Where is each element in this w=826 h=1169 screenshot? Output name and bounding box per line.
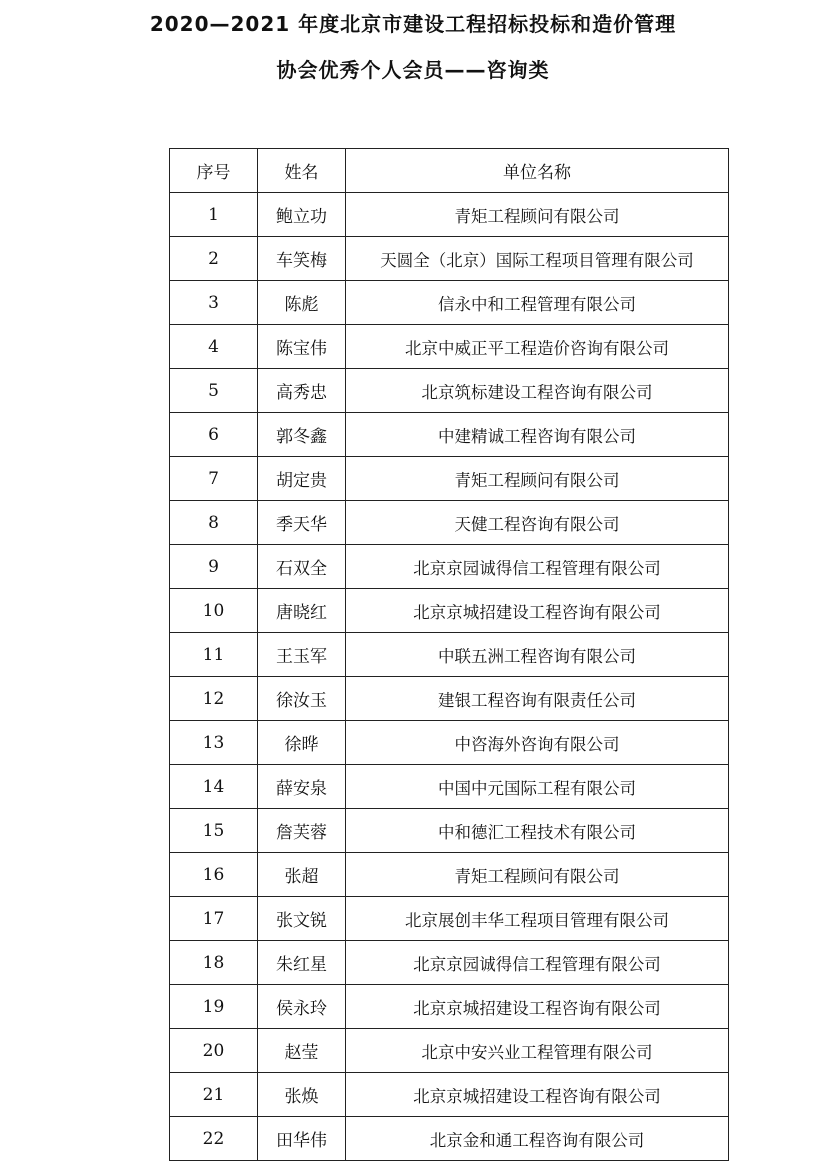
row-number-cell: 1 [170, 193, 258, 237]
row-name-cell: 郭冬鑫 [258, 413, 346, 457]
row-organization-cell: 青矩工程顾问有限公司 [346, 193, 729, 237]
row-number-cell: 12 [170, 677, 258, 721]
table-row [170, 193, 729, 237]
row-organization-cell: 中建精诚工程咨询有限公司 [346, 413, 729, 457]
row-organization-cell: 北京京城招建设工程咨询有限公司 [346, 1073, 729, 1117]
table-row [170, 281, 729, 325]
table-row [170, 413, 729, 457]
table-row [170, 941, 729, 985]
row-organization-cell: 建银工程咨询有限责任公司 [346, 677, 729, 721]
row-name-cell: 王玉军 [258, 633, 346, 677]
row-name-cell: 陈彪 [258, 281, 346, 325]
table-row [170, 809, 729, 853]
row-number-cell: 3 [170, 281, 258, 325]
row-number-cell: 19 [170, 985, 258, 1029]
row-number-cell: 9 [170, 545, 258, 589]
row-number-cell: 10 [170, 589, 258, 633]
row-name-cell: 张文锐 [258, 897, 346, 941]
table-row [170, 369, 729, 413]
table-row [170, 897, 729, 941]
row-organization-cell: 中国中元国际工程有限公司 [346, 765, 729, 809]
table-row [170, 721, 729, 765]
row-organization-cell: 北京京城招建设工程咨询有限公司 [346, 589, 729, 633]
row-name-cell: 唐晓红 [258, 589, 346, 633]
row-number-cell: 5 [170, 369, 258, 413]
table-row [170, 853, 729, 897]
row-organization-cell: 青矩工程顾问有限公司 [346, 457, 729, 501]
header-name: 姓名 [258, 149, 346, 193]
row-name-cell: 赵莹 [258, 1029, 346, 1073]
row-number-cell: 11 [170, 633, 258, 677]
row-name-cell: 胡定贵 [258, 457, 346, 501]
row-name-cell: 鲍立功 [258, 193, 346, 237]
row-name-cell: 张焕 [258, 1073, 346, 1117]
row-name-cell: 田华伟 [258, 1117, 346, 1161]
row-organization-cell: 北京京园诚得信工程管理有限公司 [346, 545, 729, 589]
row-organization-cell: 中咨海外咨询有限公司 [346, 721, 729, 765]
row-number-cell: 14 [170, 765, 258, 809]
row-number-cell: 4 [170, 325, 258, 369]
row-number-cell: 8 [170, 501, 258, 545]
table-row [170, 589, 729, 633]
row-organization-cell: 北京中安兴业工程管理有限公司 [346, 1029, 729, 1073]
row-number-cell: 20 [170, 1029, 258, 1073]
row-organization-cell: 青矩工程顾问有限公司 [346, 853, 729, 897]
table-row [170, 501, 729, 545]
row-number-cell: 22 [170, 1117, 258, 1161]
table-row [170, 633, 729, 677]
row-name-cell: 詹芙蓉 [258, 809, 346, 853]
row-organization-cell: 北京中威正平工程造价咨询有限公司 [346, 325, 729, 369]
row-name-cell: 朱红星 [258, 941, 346, 985]
row-number-cell: 2 [170, 237, 258, 281]
row-number-cell: 7 [170, 457, 258, 501]
row-organization-cell: 中和德汇工程技术有限公司 [346, 809, 729, 853]
row-name-cell: 季天华 [258, 501, 346, 545]
table-row [170, 457, 729, 501]
row-number-cell: 21 [170, 1073, 258, 1117]
row-organization-cell: 北京筑标建设工程咨询有限公司 [346, 369, 729, 413]
row-name-cell: 石双全 [258, 545, 346, 589]
table-row [170, 1029, 729, 1073]
table-row [170, 1117, 729, 1161]
row-number-cell: 18 [170, 941, 258, 985]
table-header-row [170, 149, 729, 193]
header-number: 序号 [170, 149, 258, 193]
row-organization-cell: 北京京城招建设工程咨询有限公司 [346, 985, 729, 1029]
row-number-cell: 13 [170, 721, 258, 765]
table-row [170, 765, 729, 809]
table-row [170, 985, 729, 1029]
document-title-line-1: 2020—2021 年度北京市建设工程招标投标和造价管理 [149, 12, 677, 36]
table-row [170, 545, 729, 589]
row-organization-cell: 天健工程咨询有限公司 [346, 501, 729, 545]
row-name-cell: 侯永玲 [258, 985, 346, 1029]
row-number-cell: 6 [170, 413, 258, 457]
row-organization-cell: 中联五洲工程咨询有限公司 [346, 633, 729, 677]
row-organization-cell: 北京金和通工程咨询有限公司 [346, 1117, 729, 1161]
row-number-cell: 15 [170, 809, 258, 853]
row-name-cell: 高秀忠 [258, 369, 346, 413]
row-name-cell: 徐晔 [258, 721, 346, 765]
row-organization-cell: 北京展创丰华工程项目管理有限公司 [346, 897, 729, 941]
row-name-cell: 车笑梅 [258, 237, 346, 281]
row-organization-cell: 北京京园诚得信工程管理有限公司 [346, 941, 729, 985]
row-name-cell: 陈宝伟 [258, 325, 346, 369]
row-organization-cell: 信永中和工程管理有限公司 [346, 281, 729, 325]
document-title-line-2: 协会优秀个人会员——咨询类 [276, 58, 550, 82]
table-row [170, 237, 729, 281]
row-name-cell: 薛安泉 [258, 765, 346, 809]
members-table [169, 148, 729, 1161]
table-row [170, 325, 729, 369]
row-name-cell: 张超 [258, 853, 346, 897]
row-name-cell: 徐汝玉 [258, 677, 346, 721]
row-organization-cell: 天圆全（北京）国际工程项目管理有限公司 [346, 237, 729, 281]
table-row [170, 1073, 729, 1117]
row-number-cell: 16 [170, 853, 258, 897]
table-row [170, 677, 729, 721]
row-number-cell: 17 [170, 897, 258, 941]
header-organization: 单位名称 [346, 149, 729, 193]
